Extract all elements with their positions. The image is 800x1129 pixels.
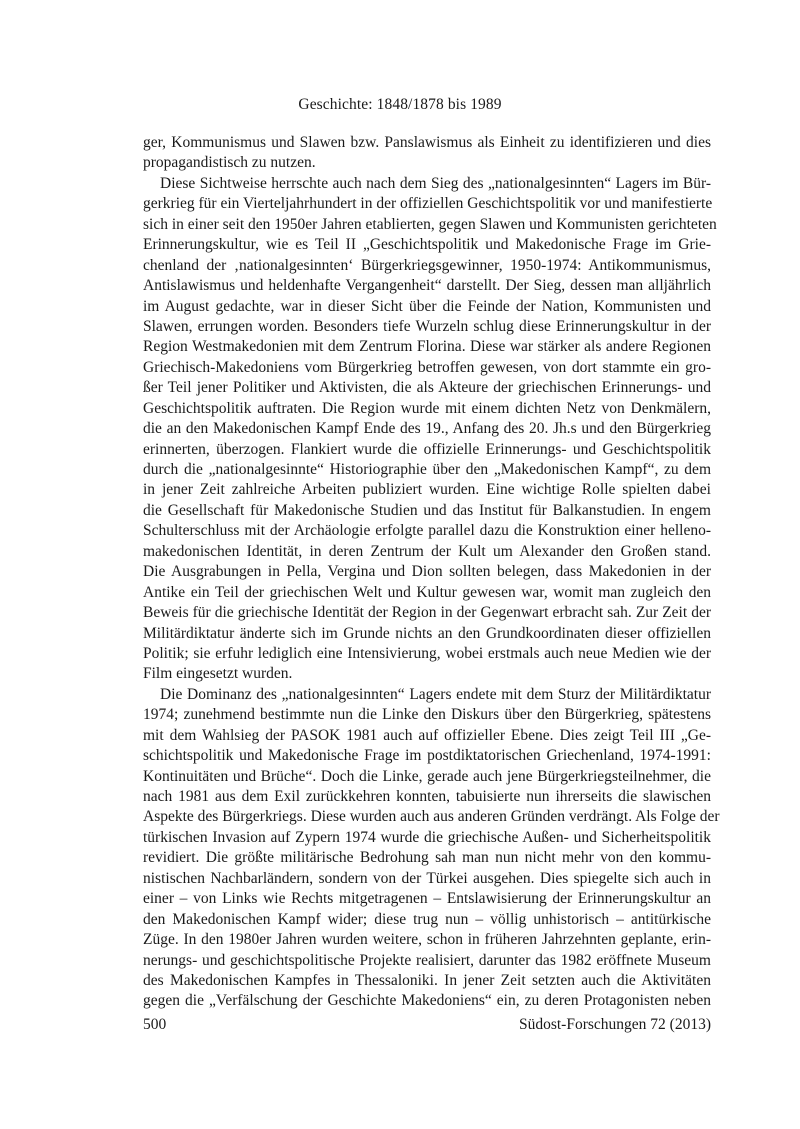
text-line: schichtspolitik und Makedonische Frage im postdiktatorischen Griechenland, 1974-1991: (143, 747, 711, 765)
text-line: in jener Zeit zahlreiche Arbeiten publiziert wurden. Eine wichtige Rolle spielten dabei (143, 481, 711, 499)
text-line: revidiert. Die größte militärische Bedrohung sah man nun nicht mehr von den kommu- (143, 849, 711, 867)
text-line: Griechisch-Makedoniens vom Bürgerkrieg betroffen gewesen, von dort stammte ein gro- (143, 358, 711, 376)
text-line: Die Ausgrabungen in Pella, Vergina und Dion sollten belegen, dass Makedonien in der (143, 563, 711, 581)
text-line: die Gesellschaft für Makedonische Studien und das Institut für Balkanstudien. In engem (143, 501, 711, 519)
text-line: Slawen, errungen worden. Besonders tiefe Wurzeln schlug diese Erinnerungskultur in der (143, 317, 711, 335)
page-number: 500 (143, 1016, 167, 1033)
text-line: 1974; zunehmend bestimmte nun die Linke den Diskurs über den Bürgerkrieg, spätestens (143, 706, 711, 724)
text-line: Schulterschluss mit der Archäologie erfolgte parallel dazu die Konstruktion einer helleno- (143, 522, 711, 540)
text-line: ßer Teil jener Politiker und Aktivisten, die als Akteure der griechischen Erinnerungs- und (143, 379, 711, 397)
text-line: gegen die „Verfälschung der Geschichte Makedoniens“ ein, zu deren Protagonisten neben (143, 992, 711, 1010)
text-line: des Makedonischen Kampfes in Thessaloniki. In jener Zeit setzten auch die Aktivitäten (143, 971, 711, 989)
text-line: Antike ein Teil der griechischen Welt und Kultur gewesen war, womit man zugleich den (143, 583, 711, 601)
text-line: Politik; sie erfuhr lediglich eine Intensivierung, wobei erstmals auch neue Medien wie der (143, 644, 711, 662)
text-line: erinnerten, überzogen. Flankiert wurde die offizielle Erinnerungs- und Geschichtspolitik (143, 440, 711, 458)
text-line: gerkrieg für ein Vierteljahrhundert in der offiziellen Geschichtspolitik vor und manifestierte (143, 195, 713, 213)
text-line: Züge. In den 1980er Jahren wurden weitere, schon in früheren Jahrzehnten geplante, erin- (143, 931, 711, 949)
text-line: Beweis für die griechische Identität der Region in der Gegenwart erbracht sah. Zur Zeit der (143, 604, 711, 622)
running-header: Geschichte: 1848/1878 bis 1989 (298, 96, 502, 113)
text-line: nerungs- und geschichtspolitische Projekte realisiert, darunter das 1982 eröffnete Museum (143, 951, 711, 969)
text-line: propagandistisch zu nutzen. (143, 154, 316, 172)
text-line: makedonischen Identität, in deren Zentrum der Kult um Alexander den Großen stand. (143, 542, 711, 560)
text-line: im August gedachte, war in dieser Sicht über die Feinde der Nation, Kommunisten und (143, 297, 711, 315)
text-line: ger, Kommunismus und Slawen bzw. Panslawismus als Einheit zu identifizieren und dies (143, 134, 711, 151)
text-line: nistischen Nachbarländern, sondern von der Türkei ausgehen. Dies spiegelte sich auch in (143, 869, 711, 887)
text-line: türkischen Invasion auf Zypern 1974 wurde die griechische Außen- und Sicherheitspolitik (143, 828, 711, 846)
text-line: Kontinuitäten und Brüche“. Doch die Linke, gerade auch jene Bürgerkriegsteilnehmer, die (143, 767, 711, 785)
text-line: mit dem Wahlsieg der PASOK 1981 auch auf offizieller Ebene. Dies zeigt Teil III „Ge- (143, 726, 711, 744)
text-line: nach 1981 aus dem Exil zurückkehren konnten, tabuisierte nun ihrerseits die slawischen (143, 788, 711, 805)
text-line: einer – von Links wie Rechts mitgetragenen – Entslawisierung der Erinnerungskultur an (143, 890, 711, 908)
text-line: chenland der ‚nationalgesinnten‘ Bürgerkriegsgewinner, 1950-1974: Antikommunismus, (143, 256, 711, 274)
text-line: Aspekte des Bürgerkriegs. Diese wurden auch aus anderen Gründen verdrängt. Als Folge der (143, 808, 720, 826)
text-line: Film eingesetzt wurden. (143, 665, 293, 683)
text-line: Antislawismus und heldenhafte Vergangenheit“ darstellt. Der Sieg, dessen man alljährlich (143, 277, 711, 295)
text-line: Erinnerungskultur, wie es Teil II „Geschichtspolitik und Makedonische Frage im Grie- (143, 236, 711, 254)
text-line: Die Dominanz des „nationalgesinnten“ Lagers endete mit dem Sturz der Militärdiktatur (160, 685, 711, 703)
text-line: Geschichtspolitik auftraten. Die Region wurde mit einem dichten Netz von Denkmälern, (143, 399, 711, 417)
text-line: Militärdiktatur änderte sich im Grunde nichts an den Grundkoordinaten dieser offiziellen (143, 624, 711, 642)
text-line: die an den Makedonischen Kampf Ende des 19., Anfang des 20. Jh.s und den Bürgerkrieg (143, 420, 711, 438)
text-line: Diese Sichtweise herrschte auch nach dem Sieg des „nationalgesinnten“ Lagers im Bür- (160, 174, 711, 192)
journal-reference: Südost-Forschungen 72 (2013) (518, 1016, 711, 1033)
body-text (143, 133, 720, 1012)
text-line: den Makedonischen Kampf wider; diese trug nun – völlig unhistorisch – antitürkische (143, 910, 711, 928)
text-line: durch die „nationalgesinnte“ Historiographie über den „Makedonischen Kampf“, zu dem (143, 461, 711, 478)
text-line: Region Westmakedonien mit dem Zentrum Florina. Diese war stärker als andere Regionen (143, 338, 711, 356)
text-line: sich in einer seit den 1950er Jahren etablierten, gegen Slawen und Kommunisten gerichteten (143, 215, 717, 233)
